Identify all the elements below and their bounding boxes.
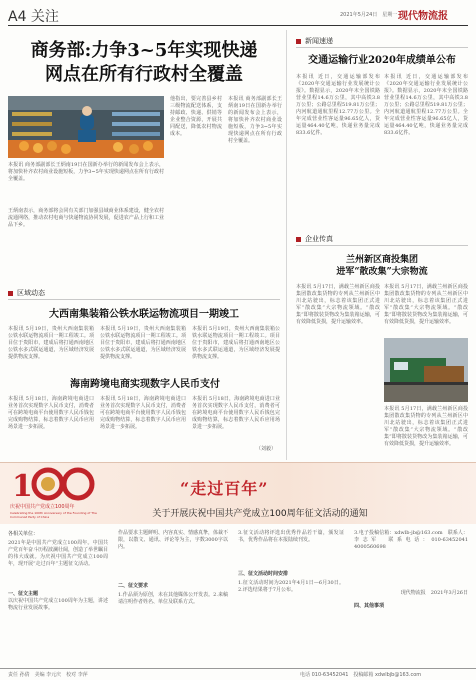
enterprise-title-line1: 兰州新区商投集团 [345, 255, 418, 265]
notice-col1: 2021年是中国共产党成立100周年。中国共产党百年奋斗历程波澜壮阔，创造了举世瞩目的伟大成就。为庆祝中国共产党成立100周年，现开展“走过百年”主题征文活动。 [8, 540, 109, 567]
footer-credits: 责任 孙倩 美编 李元庆 校对 李萍 [8, 672, 88, 678]
section-marker-icon [8, 291, 13, 296]
news-flash-header [296, 36, 333, 46]
column-rule-main [286, 30, 287, 460]
section-marker-icon [296, 39, 301, 44]
masthead-rule [8, 25, 468, 26]
lead-body-col1b: 王炳南表示，商务部将会同有关部门加强县域商业体系建设，健全农村流通网络，推动农村电商与快递物流协同发展，促进农产品上行和工业品下乡。 [8, 208, 164, 228]
issue-date: 2021年5月24日 星期一 [340, 12, 398, 18]
news-flash-rule [296, 47, 468, 48]
enterprise-rule [296, 245, 468, 246]
enterprise-body-c: 本报讯 5月17日，满载兰州新区商投集团散改集货物的专列从兰州新区中川北站驶出，标志着该集团正式进军“散改集”大宗物流领域。“散改集”即将散装货物改为集装箱运输，可有效降低货损，提升运输效率。 [384, 406, 468, 447]
train-photo [384, 338, 468, 402]
news-flash-body-a: 本报讯 近日，交通运输部发布《2020年交通运输行业发展统计公报》。数据显示，2020年末全国铁路营业里程14.6万公里，其中高铁3.8万公里；公路总里程519.81万公里；内河航道通航里程12.77万公里。全年完成营业性客运量96.65亿人，货运量464.40亿吨，快递业务量完成833.6亿件。 [296, 74, 380, 136]
notice-col1b: 以庆祝中国共产党成立100周年为主题，讲述物流行业发展故事。 [8, 598, 108, 611]
lead-headline-line2: 网点在所有行政村全覆盖 [45, 64, 243, 85]
footer-rule [0, 668, 476, 669]
regional-story2-title: 海南跨境电商实现数字人民币支付 [70, 379, 220, 390]
regional-byline: （刘毅） [256, 446, 277, 452]
notice-col3b: 1.征文活动时间为2021年4月1日—6月30日。2.评选结果将于7月公布。 [238, 580, 344, 593]
notice-col4b: 现代物流报 2021年3月26日 [400, 590, 468, 596]
regional-story1-col3: 本报讯 5月19日，贵州大西南集装箱公铁水联运物流项目一期工程竣工。项目位于贵阳市，建成后将打通西南地区公铁水多式联运通道，为区域经济发展提供物流支撑。 [192, 326, 280, 360]
regional-story1-title: 大西南集装箱公铁水联运物流项目一期竣工 [49, 309, 239, 320]
logo-caption-en: Celebrating the 100th Anniversary of the Founding of The Communist Party of China [10, 511, 97, 519]
svg-text:1: 1 [12, 469, 33, 504]
regional-story2-col2: 本报讯 5月18日，海南跨境电商进口业务首次实现数字人民币支付，消费者可在跨境电商平台使用数字人民币钱包完成购物结算，标志着数字人民币应用场景进一步拓展。 [100, 396, 186, 430]
lead-body-col3: 本报讯 商务部副部长王炳南19日在国新办举行的新闻发布会上表示，将加快补齐农村商业设施短板，力争3~5年实现快递网点在所有行政村全覆盖。 [228, 96, 282, 144]
anniversary-logo [10, 466, 98, 518]
enterprise-label: 企业传真 [305, 235, 333, 243]
warehouse-photo [8, 96, 164, 158]
notice-intro: 各相关单位： [8, 531, 39, 537]
lead-body-col2: 他指出，要完善县乡村三级物流配送体系，支持邮政、快递、供销等企业整合资源，开展共同配送，降低农村物流成本。 [170, 96, 222, 137]
notice-col2: 作品要求主题鲜明、内容真实、情感真挚，体裁不限，以散文、通讯、评论等为主，字数3000字以内。 [118, 530, 229, 550]
section-marker-icon [296, 237, 301, 242]
notice-sec3: 三、征文活动时间安排 [238, 571, 289, 577]
enterprise-title-line2: 进军“散改集”大宗物流 [336, 267, 428, 277]
news-flash-body-b: 本报讯 近日，交通运输部发布《2020年交通运输行业发展统计公报》。数据显示，2020年末全国铁路营业里程14.6万公里，其中高铁3.8万公里；公路总里程519.81万公里；内河航道通航里程12.77万公里。全年完成营业性客运量96.65亿人，货运量464.40亿吨，快递业务量完成833.6亿件。 [384, 74, 468, 136]
lead-headline-line1: 商务部:力争3~5年实现快递 [30, 40, 258, 61]
banner-slogan: “走过百年” [180, 479, 269, 498]
masthead [0, 0, 476, 26]
regional-label: 区域动态 [17, 289, 45, 297]
regional-story2-col1: 本报讯 5月18日，海南跨境电商进口业务首次实现数字人民币支付，消费者可在跨境电商平台使用数字人民币钱包完成购物结算，标志着数字人民币应用场景进一步拓展。 [8, 396, 94, 430]
notice-sec1: 一、征文主题 [8, 591, 39, 597]
banner-title: 关于开展庆祝中国共产党成立100周年征文活动的通知 [152, 509, 368, 519]
regional-story2-col3: 本报讯 5月18日，海南跨境电商进口业务首次实现数字人民币支付，消费者可在跨境电商平台使用数字人民币钱包完成购物结算，标志着数字人民币应用场景进一步拓展。 [192, 396, 280, 430]
enterprise-body-a: 本报讯 5月17日，满载兰州新区商投集团散改集货物的专列从兰州新区中川北站驶出，标志着该集团正式进军“散改集”大宗物流领域。“散改集”即将散装货物改为集装箱运输，可有效降低货损，提升运输效率。 [296, 284, 380, 325]
regional-header [8, 288, 45, 298]
lead-body-col1: 本报讯 商务部副部长王炳南19日在国新办举行的新闻发布会上表示，将加快补齐农村商业设施短板，力争3~5年实现快递网点在所有行政村全覆盖。 [8, 162, 164, 182]
paper-name: 现代物流报 [398, 11, 448, 22]
news-flash-label: 新闻速递 [305, 37, 333, 45]
notice-col2b: 1.作品须为原创，未在其他媒体公开发表。2.来稿请注明作者姓名、单位及联系方式。 [118, 592, 228, 605]
enterprise-body-b: 本报讯 5月17日，满载兰州新区商投集团散改集货物的专列从兰州新区中川北站驶出，标志着该集团正式进军“散改集”大宗物流领域。“散改集”即将散装货物改为集装箱运输，可有效降低货损，提升运输效率。 [384, 284, 468, 325]
logo-caption-cn: 庆祝中国共产党成立100周年 [10, 504, 75, 510]
notice-sec2: 二、征文要求 [118, 583, 149, 589]
regional-story1-col1: 本报讯 5月19日，贵州大西南集装箱公铁水联运物流项目一期工程竣工。项目位于贵阳市，建成后将打通西南地区公铁水多式联运通道，为区域经济发展提供物流支撑。 [8, 326, 94, 360]
regional-story1-col2: 本报讯 5月19日，贵州大西南集装箱公铁水联运物流项目一期工程竣工。项目位于贵阳市，建成后将打通西南地区公铁水多式联运通道，为区域经济发展提供物流支撑。 [100, 326, 186, 360]
footer-contact: 电话 010-63452041 投稿邮箱 xdwlbjb@163.com [300, 672, 422, 678]
notice-col4: 3.电子投稿信箱：xdwlb-jb@163.com 联系人：李志军 联系电话：010-63452041 4000560698 [354, 530, 474, 550]
enterprise-header [296, 234, 333, 244]
news-flash-title: 交通运输行业2020年成绩单公布 [308, 55, 456, 66]
notice-sec4: 四、其他事项 [354, 603, 385, 609]
regional-rule [8, 299, 280, 300]
section-label: A4 关注 [8, 9, 59, 25]
notice-col3: 3.征文活动将评选出优秀作品若干篇，颁发证书，优秀作品将在本报陆续刊发。 [238, 530, 344, 543]
